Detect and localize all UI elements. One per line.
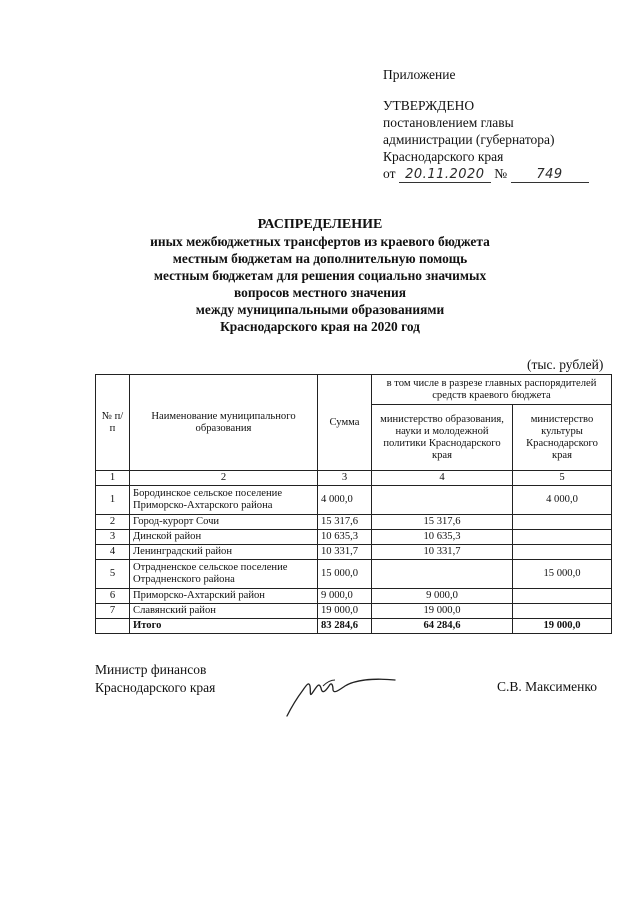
row-name: Бородинское сельское поселение Приморско-Ахтарского района	[130, 486, 318, 515]
row-cult	[513, 604, 612, 619]
number-label: №	[494, 166, 508, 181]
row-sum: 9 000,0	[318, 589, 372, 604]
total-sum: 83 284,6	[318, 619, 372, 634]
distribution-table	[95, 374, 612, 634]
row-name: Динской район	[130, 530, 318, 545]
table-row	[96, 589, 612, 604]
row-sum: 10 635,3	[318, 530, 372, 545]
approval-block	[383, 66, 589, 183]
row-num: 5	[96, 560, 130, 589]
row-num: 7	[96, 604, 130, 619]
column-number: 1	[96, 471, 130, 486]
row-num: 4	[96, 545, 130, 560]
row-sum: 15 000,0	[318, 560, 372, 589]
header-name: Наименование муниципального образования	[130, 375, 318, 471]
appendix-label: Приложение	[383, 67, 456, 82]
total-cult: 19 000,0	[513, 619, 612, 634]
header-col5: министерство культуры Краснодарского края	[513, 405, 612, 471]
row-name: Приморско-Ахтарский район	[130, 589, 318, 604]
row-name: Ленинградский район	[130, 545, 318, 560]
row-edu: 9 000,0	[372, 589, 513, 604]
approval-date-line	[383, 165, 589, 183]
total-empty-cell	[96, 619, 130, 634]
handwritten-signature-icon	[283, 668, 403, 720]
row-sum: 4 000,0	[318, 486, 372, 515]
title-line: вопросов местного значения	[234, 285, 406, 300]
table-row	[96, 530, 612, 545]
row-cult: 4 000,0	[513, 486, 612, 515]
row-cult	[513, 589, 612, 604]
total-row	[96, 619, 612, 634]
from-label: от	[383, 166, 396, 181]
row-cult	[513, 515, 612, 530]
position-line-1: Министр финансов	[95, 662, 207, 677]
column-number-row	[96, 471, 612, 486]
approved-label: УТВЕРЖДЕНО	[383, 98, 475, 113]
row-name: Отрадненское сельское поселение Отрадненского района	[130, 560, 318, 589]
column-number: 3	[318, 471, 372, 486]
table-row	[96, 545, 612, 560]
title-line: Краснодарского края на 2020 год	[220, 319, 420, 334]
table-row	[96, 486, 612, 515]
header-group: в том числе в разрезе главных распорядителей средств краевого бюджета	[372, 375, 612, 405]
title-heading: РАСПРЕДЕЛЕНИЕ	[257, 217, 383, 232]
units-label: (тыс. рублей)	[527, 357, 604, 372]
row-edu: 10 635,3	[372, 530, 513, 545]
table-row	[96, 604, 612, 619]
row-num: 6	[96, 589, 130, 604]
title-line: между муниципальными образованиями	[195, 302, 445, 317]
row-num: 3	[96, 530, 130, 545]
approval-line-2: администрации (губернатора)	[383, 132, 555, 147]
row-edu: 10 331,7	[372, 545, 513, 560]
approval-date: 20.11.2020	[399, 168, 491, 183]
row-cult	[513, 545, 612, 560]
row-cult	[513, 530, 612, 545]
row-edu: 15 317,6	[372, 515, 513, 530]
row-sum: 15 317,6	[318, 515, 372, 530]
header-num: № п/п	[96, 375, 130, 471]
row-sum: 19 000,0	[318, 604, 372, 619]
table-row	[96, 560, 612, 589]
total-label: Итого	[130, 619, 318, 634]
position-line-2: Краснодарского края	[95, 680, 216, 695]
title-line: местным бюджетам для решения социально значимых	[153, 268, 487, 283]
title-line: иных межбюджетных трансфертов из краевого бюджета	[150, 234, 490, 249]
row-num: 1	[96, 486, 130, 515]
row-name: Город-курорт Сочи	[130, 515, 318, 530]
column-number: 5	[513, 471, 612, 486]
row-edu	[372, 560, 513, 589]
table-row	[96, 515, 612, 530]
document-title	[120, 216, 520, 335]
header-sum: Сумма	[318, 375, 372, 471]
column-number: 4	[372, 471, 513, 486]
header-col4: министерство образования, науки и молодежной политики Краснодарского края	[372, 405, 513, 471]
row-num: 2	[96, 515, 130, 530]
row-cult: 15 000,0	[513, 560, 612, 589]
row-edu: 19 000,0	[372, 604, 513, 619]
row-name: Славянский район	[130, 604, 318, 619]
approval-line-1: постановлением главы	[383, 115, 514, 130]
signatory-name: С.В. Максименко	[497, 679, 597, 694]
row-edu	[372, 486, 513, 515]
title-line: местным бюджетам на дополнительную помощь	[172, 251, 468, 266]
total-edu: 64 284,6	[372, 619, 513, 634]
signatory-position	[95, 661, 215, 697]
approval-line-3: Краснодарского края	[383, 149, 504, 164]
column-number: 2	[130, 471, 318, 486]
row-sum: 10 331,7	[318, 545, 372, 560]
approval-number: 749	[511, 168, 589, 183]
